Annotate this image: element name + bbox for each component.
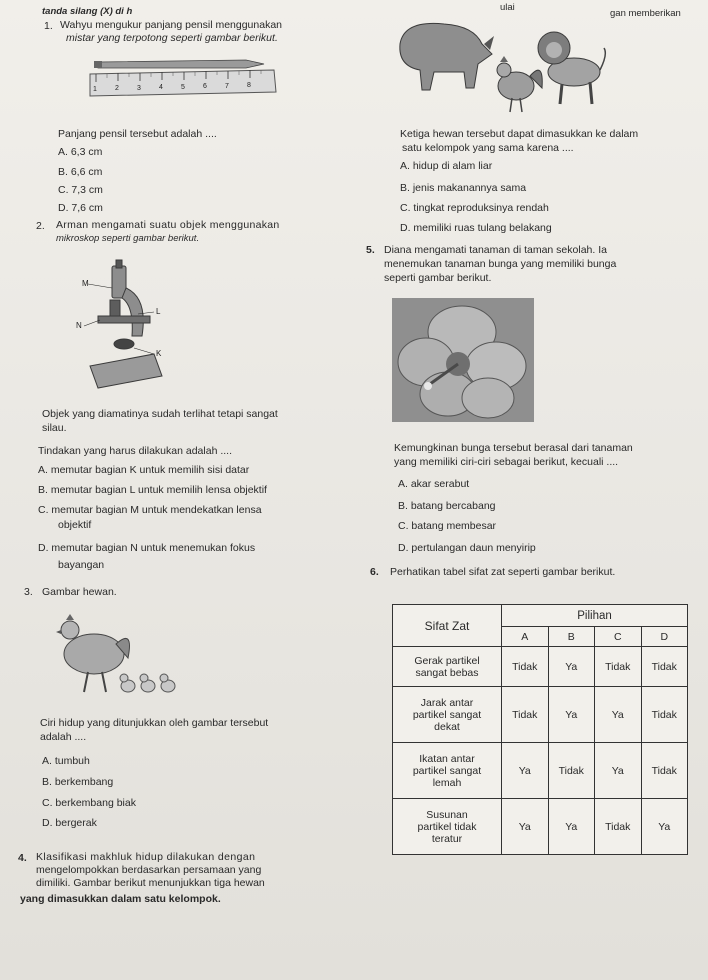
row-label-line: Ikatan antar [419, 752, 475, 765]
q5-option-b[interactable]: B. batang bercabang [398, 500, 496, 512]
q1-text-2: mistar yang terpotong seperti gambar berikut. [66, 32, 278, 44]
table-cell: Tidak [641, 743, 688, 799]
table-row-label [393, 799, 502, 855]
q2-option-a[interactable]: A. memutar bagian K untuk memilih sisi datar [38, 464, 250, 476]
table-cell: Ya [502, 799, 549, 855]
row-label-line: partikel sangat [412, 764, 482, 777]
table-cell: Ya [548, 647, 595, 687]
q4-option-a[interactable]: A. hidup di alam liar [400, 160, 493, 172]
table-cell: Tidak [502, 687, 549, 743]
flower-figure [392, 298, 534, 422]
chick-icon [120, 674, 175, 692]
q4-text-3: dimiliki. Gambar berikut menunjukkan tiga hewan [36, 877, 265, 889]
table-choice-b: B [548, 627, 595, 647]
q2-option-b[interactable]: B. memutar bagian L untuk memilih lensa objektif [38, 484, 267, 496]
q3-option-c[interactable]: C. berkembang biak [42, 797, 136, 809]
microscope-figure [76, 258, 186, 398]
q2-option-c-cont: objektif [58, 519, 92, 531]
q2-text-4: silau. [42, 422, 67, 434]
table-cell: Tidak [595, 799, 642, 855]
q6-number: 6. [370, 566, 379, 578]
q1-text-1: Wahyu mengukur panjang pensil menggunakan [60, 19, 283, 31]
table-cell: Ya [548, 799, 595, 855]
q1-option-a[interactable]: A. 6,3 cm [58, 146, 103, 158]
q3-option-d[interactable]: D. bergerak [42, 817, 97, 829]
q5-text-2: menemukan tanaman bunga yang memiliki bunga [384, 258, 617, 270]
row-label-line: dekat [434, 720, 460, 733]
q4-option-c[interactable]: C. tingkat reproduksinya rendah [400, 202, 549, 214]
q6-text: Perhatikan tabel sifat zat seperti gambar berikut. [390, 566, 616, 578]
ruler-tick-label: 3 [137, 85, 141, 92]
microscope-label-k: K [156, 349, 162, 358]
q5-number: 5. [366, 244, 375, 256]
row-label-line: teratur [431, 832, 463, 845]
table-choice-a: A [502, 627, 549, 647]
q1-option-b[interactable]: B. 6,6 cm [58, 166, 103, 178]
table-cell: Ya [502, 743, 549, 799]
q4-text-1: Klasifikasi makhluk hidup dilakukan dengan [36, 851, 256, 863]
rhino-icon [400, 23, 494, 90]
microscope-icon [90, 260, 162, 388]
table-row [393, 647, 688, 687]
q1-question: Panjang pensil tersebut adalah .... [58, 128, 217, 140]
q5-question-1: Kemungkinan bunga tersebut berasal dari tanaman [394, 442, 633, 454]
q3-question-2: adalah .... [40, 731, 87, 743]
sifat-zat-table [392, 604, 688, 855]
table-cell: Ya [595, 687, 642, 743]
table-row-label [393, 743, 502, 799]
table-row [393, 799, 688, 855]
microscope-label-l: L [156, 307, 161, 316]
table-choice-d: D [641, 627, 688, 647]
q2-option-d-cont: bayangan [58, 559, 105, 571]
rooster-icon [497, 56, 542, 112]
table-cell: Tidak [502, 647, 549, 687]
table-choice-c: C [595, 627, 642, 647]
q5-option-c[interactable]: C. batang membesar [398, 520, 497, 532]
pencil-ruler-figure [88, 52, 280, 106]
ruler-tick-label: 5 [181, 84, 185, 91]
table-cell: Ya [641, 799, 688, 855]
table-row-label [393, 647, 502, 687]
q5-option-a[interactable]: A. akar serabut [398, 478, 470, 490]
table-row-label [393, 687, 502, 743]
hen-chicks-figure [56, 608, 186, 700]
q2-number: 2. [36, 220, 45, 232]
row-label-line: partikel tidak [417, 820, 477, 833]
microscope-label-n: N [76, 321, 82, 330]
header-left-text: tanda silang (X) di h [42, 6, 133, 17]
q5-text-3: seperti gambar berikut. [384, 272, 492, 284]
q4-question-2: satu kelompok yang sama karena .... [402, 142, 574, 154]
q4-option-d[interactable]: D. memiliki ruas tulang belakang [400, 222, 552, 234]
table-cell: Tidak [548, 743, 595, 799]
table-row [393, 687, 688, 743]
microscope-label-m: M [82, 279, 89, 288]
pencil-icon [94, 60, 264, 68]
ruler-tick-label: 7 [225, 83, 229, 90]
row-label-line: Jarak antar [420, 696, 474, 709]
ruler-tick-label: 4 [159, 84, 163, 91]
q1-number: 1. [44, 20, 53, 32]
lion-icon [538, 32, 605, 104]
table-cell: Tidak [595, 647, 642, 687]
q5-question-2: yang memiliki ciri-ciri sebagai berikut, kecuali .... [394, 456, 619, 468]
q3-option-a[interactable]: A. tumbuh [42, 755, 90, 767]
hen-icon [56, 614, 130, 692]
row-label-line: sangat bebas [415, 666, 479, 679]
row-label-line: Susunan [426, 808, 468, 821]
q3-question-1: Ciri hidup yang ditunjukkan oleh gambar tersebut [40, 717, 269, 729]
q5-text-1: Diana mengamati tanaman di taman sekolah. Ia [384, 244, 607, 256]
q4-text-2: mengelompokkan berdasarkan persamaan yang [36, 864, 262, 876]
q3-number: 3. [24, 586, 33, 598]
q1-option-d[interactable]: D. 7,6 cm [58, 202, 103, 214]
table-header-pilihan: Pilihan [502, 605, 688, 627]
q2-option-d[interactable]: D. memutar bagian N untuk menemukan fokus [38, 542, 256, 554]
q3-title: Gambar hewan. [42, 586, 117, 598]
q2-text-3: Objek yang diamatinya sudah terlihat tetapi sangat [42, 408, 278, 420]
row-label-line: lemah [432, 776, 462, 789]
table-cell: Ya [595, 743, 642, 799]
q5-option-d[interactable]: D. pertulangan daun menyirip [398, 542, 536, 554]
q4-text-4: yang dimasukkan dalam satu kelompok. [20, 893, 221, 905]
table-cell: Tidak [641, 687, 688, 743]
ruler-tick-label: 1 [93, 86, 97, 93]
table-header-sifat: Sifat Zat [393, 605, 502, 647]
q4-number: 4. [18, 852, 27, 864]
row-label-line: Gerak partikel [414, 654, 480, 667]
q2-question: Tindakan yang harus dilakukan adalah .... [38, 445, 232, 457]
ruler-tick-label: 6 [203, 83, 207, 90]
ruler-tick-label: 2 [115, 85, 119, 92]
q3-option-b[interactable]: B. berkembang [42, 776, 114, 788]
q2-text-2: mikroskop seperti gambar berikut. [56, 233, 200, 244]
three-animals-figure [394, 14, 608, 118]
table-row [393, 743, 688, 799]
q2-text-1: Arman mengamati suatu objek menggunakan [56, 219, 280, 231]
q4-question-1: Ketiga hewan tersebut dapat dimasukkan ke dalam [400, 128, 639, 140]
table-cell: Tidak [641, 647, 688, 687]
q1-option-c[interactable]: C. 7,3 cm [58, 184, 103, 196]
header-right-a: ulai [500, 2, 515, 13]
ruler-tick-label: 8 [247, 82, 251, 89]
table-cell: Ya [548, 687, 595, 743]
q4-option-b[interactable]: B. jenis makanannya sama [400, 182, 527, 194]
q2-option-c[interactable]: C. memutar bagian M untuk mendekatkan lensa [38, 504, 262, 516]
header-right-b: gan memberikan [610, 8, 681, 19]
row-label-line: partikel sangat [412, 708, 482, 721]
